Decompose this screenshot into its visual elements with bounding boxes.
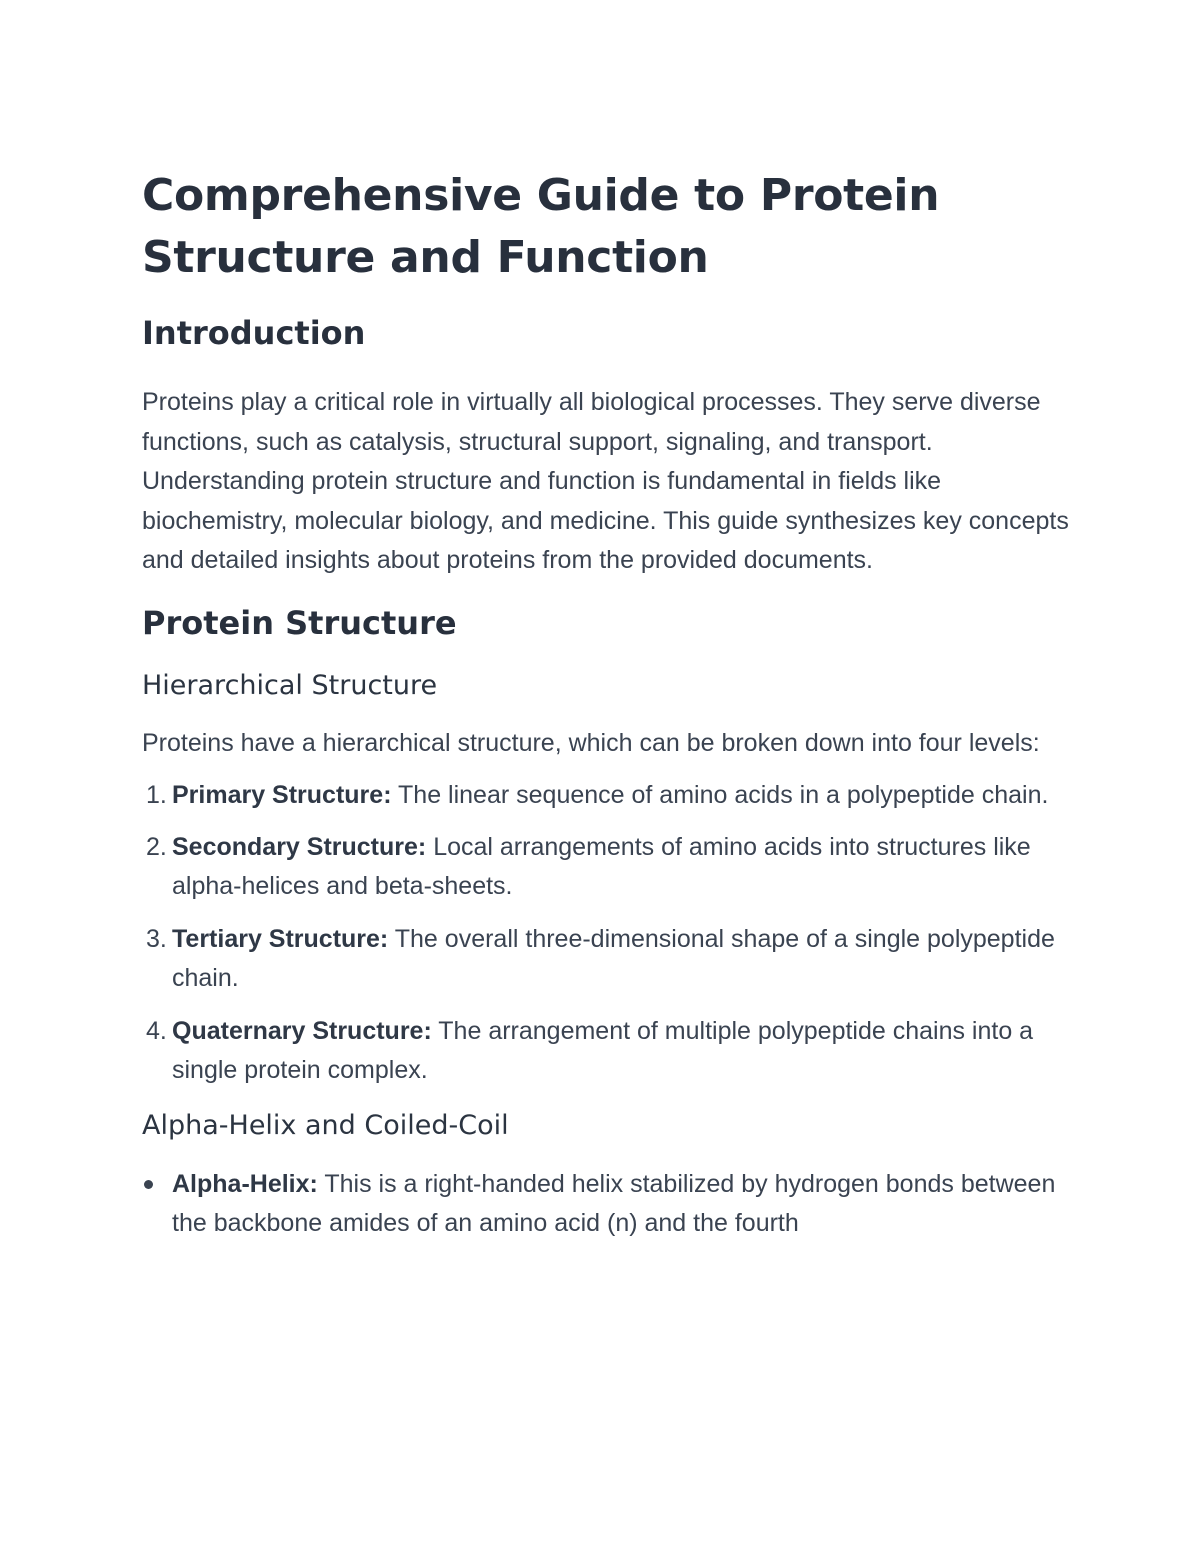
list-item <box>142 1012 1072 1091</box>
page-title <box>142 165 1072 289</box>
introduction-paragraph: Proteins play a critical role in virtually all biological processes. They serve diverse functions, such as catalysis, structural support, signaling, and transport. Understanding protein structure and function is fundamental in fields like biochemistry, molecular biology, and medicine. This guide synthesizes key concepts and detailed insights about proteins from the provided documents. <box>142 388 1069 574</box>
list-item <box>142 1165 1072 1244</box>
alpha-helix-heading: Alpha-Helix and Coiled-Coil <box>142 1109 509 1141</box>
introduction-heading: Introduction <box>142 314 366 352</box>
list-item <box>142 776 1072 816</box>
list-item-term: Tertiary Structure: <box>172 924 389 953</box>
list-number: 1. <box>146 781 167 809</box>
list-item-term: Secondary Structure: <box>172 832 427 861</box>
list-item-text: The overall three-dimensional shape of a single polypeptide chain. <box>172 924 1055 992</box>
structure-levels-list <box>142 776 1072 1091</box>
list-number: 4. <box>146 1016 167 1045</box>
list-item-text: This is a right-handed helix stabilized by hydrogen bonds between the backbone amides of an amino acid (n) and the fourth <box>172 1169 1056 1237</box>
list-number: 3. <box>146 924 167 953</box>
alpha-helix-list <box>142 1165 1072 1244</box>
list-item-term: Primary Structure: <box>172 781 392 809</box>
list-item-text: The arrangement of multiple polypeptide chains into a single protein complex. <box>172 1016 1034 1084</box>
list-number: 2. <box>146 832 167 861</box>
title-line-1: Comprehensive Guide to Protein <box>142 170 940 221</box>
list-item-term: Quaternary Structure: <box>172 1016 432 1045</box>
hierarchical-intro-paragraph: Proteins have a hierarchical structure, which can be broken down into four levels: <box>142 728 1040 757</box>
list-item-term: Alpha-Helix: <box>172 1169 318 1198</box>
list-item <box>142 920 1072 999</box>
list-item-text: Local arrangements of amino acids into structures like alpha-helices and beta-sheets. <box>172 832 1031 900</box>
hierarchical-structure-heading: Hierarchical Structure <box>142 669 438 701</box>
protein-structure-heading: Protein Structure <box>142 603 457 642</box>
bullet-icon <box>144 1180 153 1189</box>
list-item <box>142 828 1072 907</box>
document-page <box>142 165 1072 1244</box>
list-item-text: The linear sequence of amino acids in a polypeptide chain. <box>391 781 1049 809</box>
title-line-2: Structure and Function <box>142 232 709 283</box>
